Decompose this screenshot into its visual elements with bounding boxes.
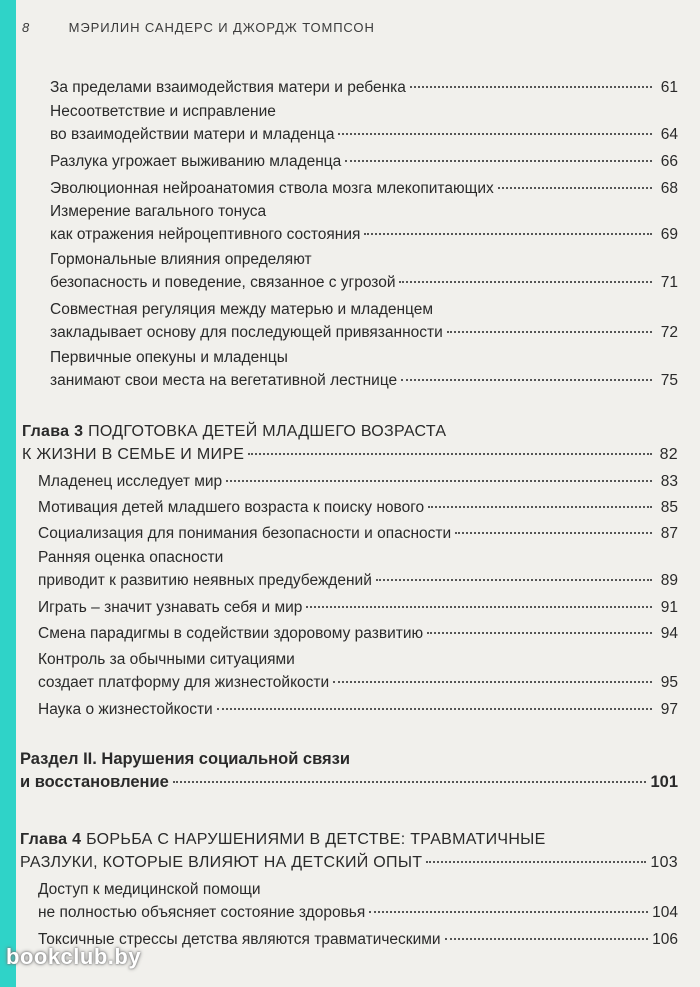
toc-page-number: 69 <box>660 226 678 243</box>
toc-entry-title: Совместная регуляция между матерью и младенцем <box>50 301 434 318</box>
toc-entry-title: Разлука угрожает выживанию младенца <box>50 153 342 170</box>
toc-entry[interactable] <box>38 878 678 924</box>
running-head-authors: МЭРИЛИН САНДЕРС И ДЖОРДЖ ТОМПСОН <box>68 20 375 35</box>
toc-entry[interactable] <box>38 546 678 592</box>
chapter-title: БОРЬБА С НАРУШЕНИЯМИ В ДЕТСТВЕ: ТРАВМАТИЧНЫЕ <box>86 831 546 848</box>
toc-page-number: 66 <box>660 153 678 170</box>
toc-entry-title: Контроль за обычными ситуациями <box>38 651 295 668</box>
toc-section-2[interactable] <box>20 748 678 794</box>
toc-entry[interactable] <box>50 100 678 146</box>
toc-chapter-3[interactable] <box>22 420 678 466</box>
page-header <box>22 20 680 35</box>
dot-leader <box>445 938 649 940</box>
dot-leader <box>226 480 652 482</box>
toc-entry-title: Играть – значит узнавать себя и мир <box>38 599 303 616</box>
toc-entry[interactable] <box>50 298 678 344</box>
chapter-title-cont: РАЗЛУКИ, КОТОРЫЕ ВЛИЯЮТ НА ДЕТСКИЙ ОПЫТ <box>20 854 423 871</box>
toc-page-number: 91 <box>660 599 678 616</box>
toc-entry[interactable] <box>38 496 678 519</box>
toc-page-number: 64 <box>660 126 678 143</box>
toc-chapter-4[interactable] <box>20 828 678 874</box>
toc-entry-title: Смена парадигмы в содействии здоровому развитию <box>38 625 424 642</box>
dot-leader <box>217 708 652 710</box>
toc-page-number: 103 <box>650 854 678 871</box>
toc-entry-title-cont: не полностью объясняет состояние здоровья <box>38 904 366 921</box>
toc-entry-title: Гормональные влияния определяют <box>50 251 312 268</box>
toc-entry-title: Эволюционная нейроанатомия ствола мозга млекопитающих <box>50 180 494 197</box>
toc-page-number: 71 <box>660 274 678 291</box>
dot-leader <box>345 160 652 162</box>
toc-entry-title: Мотивация детей младшего возраста к поиску нового <box>38 499 425 516</box>
dot-leader <box>376 579 652 581</box>
dot-leader <box>427 632 652 634</box>
dot-leader <box>364 233 652 235</box>
toc-page-number: 68 <box>660 180 678 197</box>
toc-page-number: 85 <box>660 499 678 516</box>
toc-entry[interactable] <box>50 346 678 392</box>
toc-page-number: 75 <box>660 372 678 389</box>
toc-entry[interactable] <box>38 522 678 545</box>
toc-page-number: 72 <box>660 324 678 341</box>
toc-entry[interactable] <box>38 470 678 493</box>
toc-entry-title: Измерение вагального тонуса <box>50 203 267 220</box>
toc-page-number: 83 <box>660 473 678 490</box>
chapter-title: ПОДГОТОВКА ДЕТЕЙ МЛАДШЕГО ВОЗРАСТА <box>88 423 447 440</box>
toc-entry-title-cont: создает платформу для жизнестойкости <box>38 674 330 691</box>
toc-entry-title-cont: приводит к развитию неявных предубеждений <box>38 572 372 589</box>
toc-page-number: 61 <box>660 79 678 96</box>
toc-entry-title: Доступ к медицинской помощи <box>38 881 261 898</box>
toc-entry-title: Несоответствие и исправление <box>50 103 276 120</box>
chapter-label: Глава 3 <box>22 423 84 440</box>
dot-leader <box>399 281 652 283</box>
toc-entry[interactable] <box>38 622 678 645</box>
toc-page-number: 104 <box>652 904 678 921</box>
toc-entry[interactable] <box>38 648 678 694</box>
toc-entry-title: Токсичные стрессы детства являются травматическими <box>38 931 441 948</box>
chapter-label: Глава 4 <box>20 831 82 848</box>
toc-page-number: 95 <box>660 674 678 691</box>
toc-page-number: 97 <box>660 701 678 718</box>
chapter-title-cont: К ЖИЗНИ В СЕМЬЕ И МИРЕ <box>22 446 245 463</box>
dot-leader <box>248 453 652 455</box>
toc-page-number: 87 <box>660 525 678 542</box>
toc-page-number: 101 <box>650 773 678 791</box>
toc-entry[interactable] <box>50 76 678 99</box>
section-title: Раздел II. Нарушения социальной связи <box>20 750 350 768</box>
toc-entry[interactable] <box>50 150 678 173</box>
toc-entry-title: За пределами взаимодействия матери и ребенка <box>50 79 406 96</box>
dot-leader <box>333 681 652 683</box>
toc-entry-title: Социализация для понимания безопасности и опасности <box>38 525 452 542</box>
toc-entry-title: Младенец исследует мир <box>38 473 223 490</box>
dot-leader <box>447 331 652 333</box>
toc-entry[interactable] <box>38 596 678 619</box>
toc-page-number: 94 <box>660 625 678 642</box>
toc-entry-title-cont: во взаимодействии матери и младенца <box>50 126 335 143</box>
toc-page-number: 106 <box>652 931 678 948</box>
dot-leader <box>173 781 647 783</box>
toc-entry-title-cont: закладывает основу для последующей привязанности <box>50 324 443 341</box>
toc-entry-title: Ранняя оценка опасности <box>38 549 224 566</box>
toc-entry-title-cont: как отражения нейроцептивного состояния <box>50 226 361 243</box>
page-number: 8 <box>22 20 31 35</box>
dot-leader <box>428 506 652 508</box>
toc-entry[interactable] <box>50 200 678 246</box>
book-spine-edge <box>0 0 16 987</box>
toc-page-number: 89 <box>660 572 678 589</box>
dot-leader <box>401 379 652 381</box>
dot-leader <box>306 606 652 608</box>
toc-entry[interactable] <box>38 698 678 721</box>
toc-entry[interactable] <box>50 248 678 294</box>
watermark: bookclub.by <box>6 944 142 969</box>
dot-leader <box>426 861 646 863</box>
section-title-cont: и восстановление <box>20 773 169 791</box>
toc-entry-title-cont: безопасность и поведение, связанное с угрозой <box>50 274 396 291</box>
toc-entry[interactable] <box>50 177 678 200</box>
dot-leader <box>369 911 648 913</box>
dot-leader <box>410 86 652 88</box>
dot-leader <box>455 532 652 534</box>
toc-entry-title: Наука о жизнестойкости <box>38 701 213 718</box>
toc-page-number: 82 <box>659 446 678 463</box>
dot-leader <box>498 187 652 189</box>
dot-leader <box>338 133 652 135</box>
toc-entry-title: Первичные опекуны и младенцы <box>50 349 288 366</box>
toc-entry-title-cont: занимают свои места на вегетативной лестнице <box>50 372 398 389</box>
